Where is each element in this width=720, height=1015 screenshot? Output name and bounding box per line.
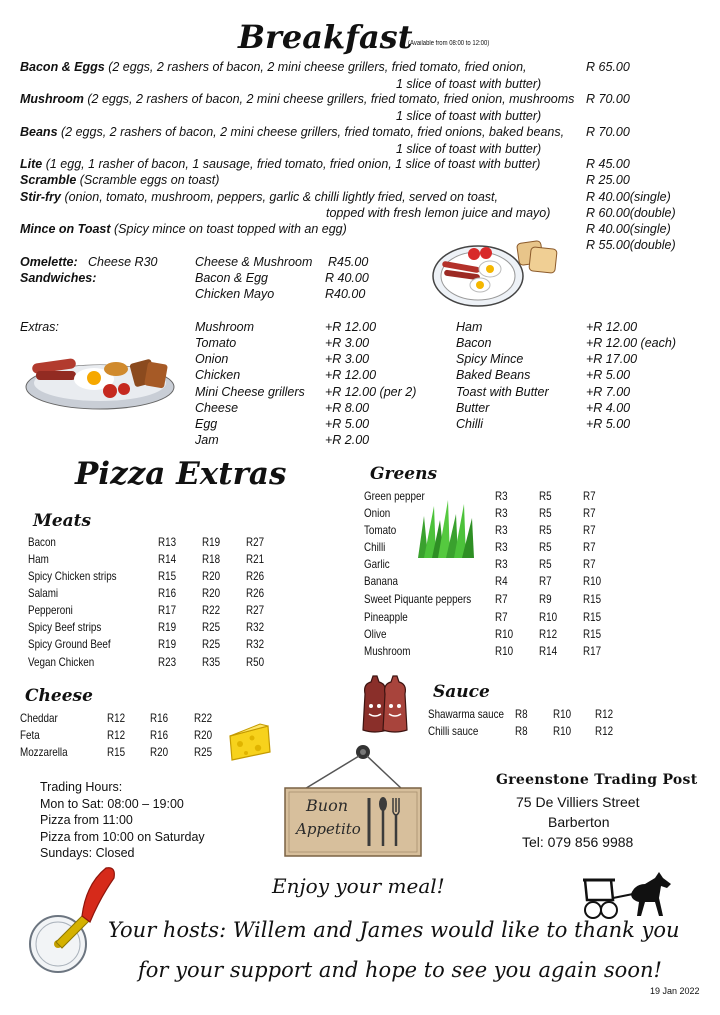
meat-price-medium: R25 <box>202 620 221 634</box>
cheese-price-small: R12 <box>107 728 126 742</box>
green-price-medium: R5 <box>539 540 552 554</box>
greens-heading: Greens <box>370 464 438 484</box>
omelette-cheese: Cheese R30 <box>88 255 158 269</box>
meat-name: Spicy Chicken strips <box>28 569 117 583</box>
cheese-price-large: R22 <box>194 711 213 725</box>
green-price-large: R7 <box>583 540 596 554</box>
sandwich-price: R 40.00 <box>325 271 369 285</box>
cheese-name: Cheddar <box>20 711 58 725</box>
green-price-medium: R12 <box>539 627 558 641</box>
item-desc: (2 eggs, 2 rashers of bacon, 2 mini cheese grillers, fried tomato, fried onion, mushrooms <box>83 92 575 106</box>
cheese-price-small: R12 <box>107 711 126 725</box>
green-price-medium: R5 <box>539 523 552 537</box>
item-desc: (Scramble eggs on toast) <box>76 173 220 187</box>
sauce-heading: Sauce <box>433 682 490 702</box>
item-price: R 65.00 <box>586 60 630 74</box>
green-price-large: R15 <box>583 592 602 606</box>
sandwich-name: Chicken Mayo <box>195 287 275 301</box>
meat-price-large: R32 <box>246 620 265 634</box>
meat-name: Spicy Beef strips <box>28 620 102 634</box>
extra-price: +R 5.00 <box>586 417 631 431</box>
green-name: Onion <box>364 506 391 520</box>
extra-price: +R 2.00 <box>325 433 370 447</box>
extra-price: +R 5.00 <box>325 417 370 431</box>
green-price-medium: R5 <box>539 489 552 503</box>
green-name: Mushroom <box>364 644 411 658</box>
extra-price: +R 12.00 (each) <box>586 336 676 350</box>
green-price-medium: R14 <box>539 644 558 658</box>
meats-heading: Meats <box>33 511 92 531</box>
meat-price-small: R13 <box>158 535 177 549</box>
business-phone: Tel: 079 856 9988 <box>522 834 634 850</box>
meat-name: Vegan Chicken <box>28 655 95 669</box>
availability-note: (Available from 08:00 to 12:00) <box>408 40 490 47</box>
extra-price: +R 3.00 <box>325 336 370 350</box>
item-desc: (2 eggs, 2 rashers of bacon, 2 mini cheese grillers, fried tomato, fried onions, baked beans, <box>57 125 565 139</box>
menu-date: 19 Jan 2022 <box>650 986 700 996</box>
extra-name: Bacon <box>456 336 492 350</box>
extra-name: Chilli <box>456 417 484 431</box>
green-name: Green pepper <box>364 489 425 503</box>
cheese-name: Mozzarella <box>20 745 68 759</box>
item-desc-2: 1 slice of toast with butter) <box>396 142 542 156</box>
green-price-large: R7 <box>583 506 596 520</box>
extra-price: +R 8.00 <box>325 401 370 415</box>
business-name: Greenstone Trading Post <box>496 772 698 788</box>
item-price-2: R 55.00(double) <box>586 238 676 252</box>
meat-price-large: R50 <box>246 655 265 669</box>
green-price-large: R15 <box>583 610 602 624</box>
item-price: R 70.00 <box>586 92 630 106</box>
cheese-price-large: R20 <box>194 728 213 742</box>
item-desc-2: 1 slice of toast with butter) <box>396 109 542 123</box>
meat-price-medium: R18 <box>202 552 221 566</box>
item-name: Scramble <box>20 173 77 187</box>
pizza-extras-title: Pizza Extras <box>75 456 287 492</box>
green-price-medium: R5 <box>539 506 552 520</box>
extra-price: +R 3.00 <box>325 352 370 366</box>
omelette-cheese-mushroom-price: R45.00 <box>328 255 369 269</box>
green-price-small: R3 <box>495 506 508 520</box>
green-name: Banana <box>364 574 398 588</box>
green-price-small: R3 <box>495 489 508 503</box>
meat-price-medium: R25 <box>202 637 221 651</box>
meat-price-small: R23 <box>158 655 177 669</box>
green-name: Sweet Piquante peppers <box>364 592 472 606</box>
breakfast-title: Breakfast <box>238 18 413 56</box>
item-price: R 25.00 <box>586 173 630 187</box>
meat-price-large: R27 <box>246 535 265 549</box>
green-price-large: R7 <box>583 489 596 503</box>
green-price-small: R10 <box>495 627 514 641</box>
sauce-price-large: R12 <box>595 707 614 721</box>
extra-name: Egg <box>195 417 218 431</box>
sign-text-line2: Appetito <box>296 820 361 838</box>
meat-price-large: R21 <box>246 552 265 566</box>
hanging-sign-icon <box>283 742 423 860</box>
extra-name: Spicy Mince <box>456 352 524 366</box>
sauce-name: Chilli sauce <box>428 724 479 738</box>
green-price-large: R7 <box>583 523 596 537</box>
meat-price-medium: R35 <box>202 655 221 669</box>
extra-price: +R 4.00 <box>586 401 631 415</box>
item-desc: (onion, tomato, mushroom, peppers, garlic & chilli lightly fried, served on toast, <box>60 190 498 204</box>
cheese-price-medium: R16 <box>150 728 169 742</box>
trading-hours-line: Trading Hours: <box>40 780 123 794</box>
cheese-icon <box>228 722 272 762</box>
meat-price-large: R26 <box>246 586 265 600</box>
green-price-large: R17 <box>583 644 602 658</box>
meat-price-large: R27 <box>246 603 265 617</box>
sign-text-line1: Buon <box>306 796 348 815</box>
green-price-medium: R9 <box>539 592 552 606</box>
extra-price: +R 12.00 <box>325 320 377 334</box>
extra-name: Butter <box>456 401 490 415</box>
item-price: R 40.00(single) <box>586 190 671 204</box>
thanks-line-1: Your hosts: Willem and James would like to thank you <box>108 918 680 942</box>
extras-label: Extras: <box>20 320 59 334</box>
item-desc: (2 eggs, 2 rashers of bacon, 2 mini cheese grillers, fried tomato, fried onion, <box>104 60 527 74</box>
green-name: Chilli <box>364 540 386 554</box>
extra-price: +R 7.00 <box>586 385 631 399</box>
green-name: Tomato <box>364 523 397 537</box>
green-price-small: R3 <box>495 540 508 554</box>
extra-name: Onion <box>195 352 229 366</box>
sauce-bottles-icon <box>357 676 413 734</box>
meat-price-small: R16 <box>158 586 177 600</box>
extra-price: +R 5.00 <box>586 368 631 382</box>
thanks-line-2: for your support and hope to see you again soon! <box>138 958 662 982</box>
sauce-price-small: R8 <box>515 724 528 738</box>
green-price-large: R10 <box>583 574 602 588</box>
meat-price-small: R19 <box>158 637 177 651</box>
sauce-name: Shawarma sauce <box>428 707 505 721</box>
full-breakfast-icon <box>24 343 176 411</box>
item-price-2: R 60.00(double) <box>586 206 676 220</box>
item-desc-2: topped with fresh lemon juice and mayo) <box>326 206 551 220</box>
cheese-price-small: R15 <box>107 745 126 759</box>
trading-hours-line: Mon to Sat: 08:00 – 19:00 <box>40 797 184 811</box>
sauce-price-medium: R10 <box>553 707 572 721</box>
meat-price-small: R15 <box>158 569 177 583</box>
sandwich-price: R40.00 <box>325 287 366 301</box>
extra-name: Tomato <box>195 336 237 350</box>
item-desc: (1 egg, 1 rasher of bacon, 1 sausage, fried tomato, fried onion, 1 slice of toast with butter) <box>42 157 541 171</box>
cheese-price-large: R25 <box>194 745 213 759</box>
extra-price: +R 12.00 <box>586 320 638 334</box>
trading-hours-line: Pizza from 10:00 on Saturday <box>40 830 205 844</box>
item-desc-2: 1 slice of toast with butter) <box>396 77 542 91</box>
item-name: Mushroom <box>20 92 84 106</box>
extra-price: +R 12.00 (per 2) <box>325 385 417 399</box>
sauce-price-large: R12 <box>595 724 614 738</box>
item-name: Beans <box>20 125 58 139</box>
cheese-price-medium: R16 <box>150 711 169 725</box>
omelette-label: Omelette: <box>20 255 78 269</box>
business-town: Barberton <box>548 814 610 830</box>
extra-price: +R 17.00 <box>586 352 638 366</box>
item-name: Mince on Toast <box>20 222 111 236</box>
extra-name: Mini Cheese grillers <box>195 385 305 399</box>
green-price-medium: R5 <box>539 557 552 571</box>
meat-name: Bacon <box>28 535 56 549</box>
green-price-small: R3 <box>495 523 508 537</box>
extra-name: Baked Beans <box>456 368 531 382</box>
item-name: Stir-fry <box>20 190 61 204</box>
green-name: Olive <box>364 627 387 641</box>
enjoy-meal-text: Enjoy your meal! <box>272 874 445 898</box>
meat-price-medium: R20 <box>202 569 221 583</box>
item-desc: (Spicy mince on toast topped with an egg) <box>110 222 347 236</box>
green-price-large: R7 <box>583 557 596 571</box>
meat-name: Salami <box>28 586 59 600</box>
green-price-small: R7 <box>495 610 508 624</box>
green-price-small: R3 <box>495 557 508 571</box>
cheese-name: Feta <box>20 728 40 742</box>
green-price-medium: R7 <box>539 574 552 588</box>
green-name: Garlic <box>364 557 390 571</box>
item-price: R 40.00(single) <box>586 222 671 236</box>
meat-price-medium: R19 <box>202 535 221 549</box>
extra-name: Jam <box>195 433 219 447</box>
sauce-price-small: R8 <box>515 707 528 721</box>
green-price-small: R7 <box>495 592 508 606</box>
item-name: Bacon & Eggs <box>20 60 105 74</box>
green-price-medium: R10 <box>539 610 558 624</box>
meat-name: Pepperoni <box>28 603 73 617</box>
extra-name: Toast with Butter <box>456 385 549 399</box>
extra-name: Cheese <box>195 401 239 415</box>
meat-price-small: R19 <box>158 620 177 634</box>
sandwiches-label: Sandwiches: <box>20 271 97 285</box>
green-price-small: R10 <box>495 644 514 658</box>
trading-hours-line: Pizza from 11:00 <box>40 813 133 827</box>
meat-price-medium: R20 <box>202 586 221 600</box>
cheese-price-medium: R20 <box>150 745 169 759</box>
horse-carriage-icon <box>581 870 675 922</box>
trading-hours-line: Sundays: Closed <box>40 846 135 860</box>
meat-price-large: R32 <box>246 637 265 651</box>
meat-price-large: R26 <box>246 569 265 583</box>
grass-icon <box>414 498 478 558</box>
cheese-heading: Cheese <box>25 686 93 706</box>
meat-name: Spicy Ground Beef <box>28 637 111 651</box>
extra-name: Chicken <box>195 368 241 382</box>
omelette-cheese-mushroom: Cheese & Mushroom <box>195 255 313 269</box>
extra-price: +R 12.00 <box>325 368 377 382</box>
business-street: 75 De Villiers Street <box>516 794 640 810</box>
sandwich-name: Bacon & Egg <box>195 271 268 285</box>
meat-price-medium: R22 <box>202 603 221 617</box>
item-name: Lite <box>20 157 43 171</box>
meat-name: Ham <box>28 552 49 566</box>
breakfast-plate-icon <box>432 236 564 312</box>
green-price-small: R4 <box>495 574 508 588</box>
meat-price-small: R14 <box>158 552 177 566</box>
sauce-price-medium: R10 <box>553 724 572 738</box>
green-name: Pineapple <box>364 610 408 624</box>
extra-name: Ham <box>456 320 483 334</box>
item-price: R 70.00 <box>586 125 630 139</box>
green-price-large: R15 <box>583 627 602 641</box>
item-price: R 45.00 <box>586 157 630 171</box>
meat-price-small: R17 <box>158 603 177 617</box>
extra-name: Mushroom <box>195 320 255 334</box>
